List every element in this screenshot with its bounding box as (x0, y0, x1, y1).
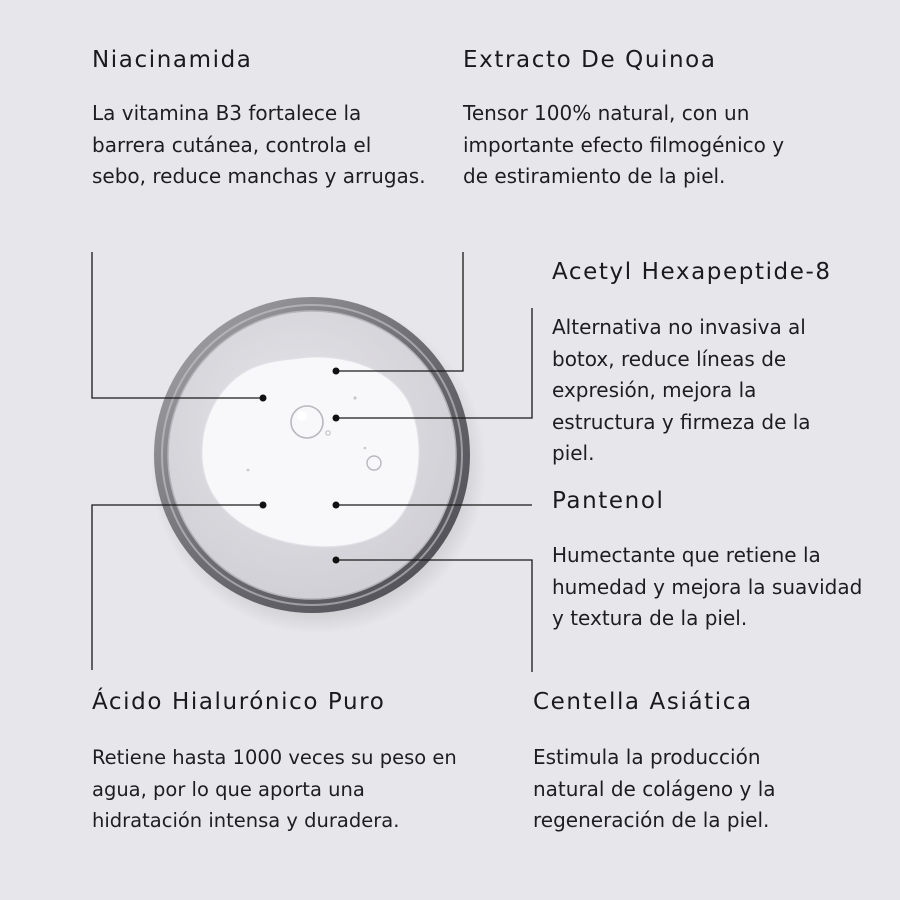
ingredient-description: Humectante que retiene la humedad y mejora la suavidad y textura de la piel. (552, 543, 863, 630)
ingredient-title: Centella Asiática (533, 689, 753, 715)
dot-pantenol (333, 502, 340, 509)
bubble-tiny-2 (353, 396, 356, 399)
ingredient-description: Alternativa no invasiva al botox, reduce líneas de expresión, mejora la estructura y firmeza de la piel. (552, 315, 811, 465)
serum-shape (202, 357, 419, 547)
ingredient-title: Extracto De Quinoa (463, 47, 717, 73)
ingredient-description: La vitamina B3 fortalece la barrera cutánea, controla el sebo, reduce manchas y arrugas. (92, 101, 426, 188)
ingredient-title: Ácido Hialurónico Puro (92, 689, 386, 715)
bubble-large-shine (297, 411, 307, 421)
dot-niacinamida (260, 395, 267, 402)
ingredient-title: Pantenol (552, 488, 665, 514)
ingredient-title: Acetyl Hexapeptide-8 (552, 259, 832, 285)
dot-acetyl-hexapeptide (333, 415, 340, 422)
dot-hialuronico (260, 502, 267, 509)
ingredient-description: Retiene hasta 1000 veces su peso en agua, por lo que aporta una hidratación intensa y duradera. (92, 746, 457, 832)
ingredient-title: Niacinamida (92, 47, 253, 73)
bubble-tiny-3 (247, 469, 250, 472)
dot-centella (333, 557, 340, 564)
ingredient-description: Tensor 100% natural, con un importante efecto filmogénico y de estiramiento de la piel. (463, 101, 785, 188)
ingredient-description: Estimula la producción natural de colágeno y la regeneración de la piel. (533, 745, 776, 832)
dot-extracto-quinoa (333, 368, 340, 375)
bubble-tiny-4 (364, 447, 367, 450)
serum-drop (202, 357, 419, 547)
